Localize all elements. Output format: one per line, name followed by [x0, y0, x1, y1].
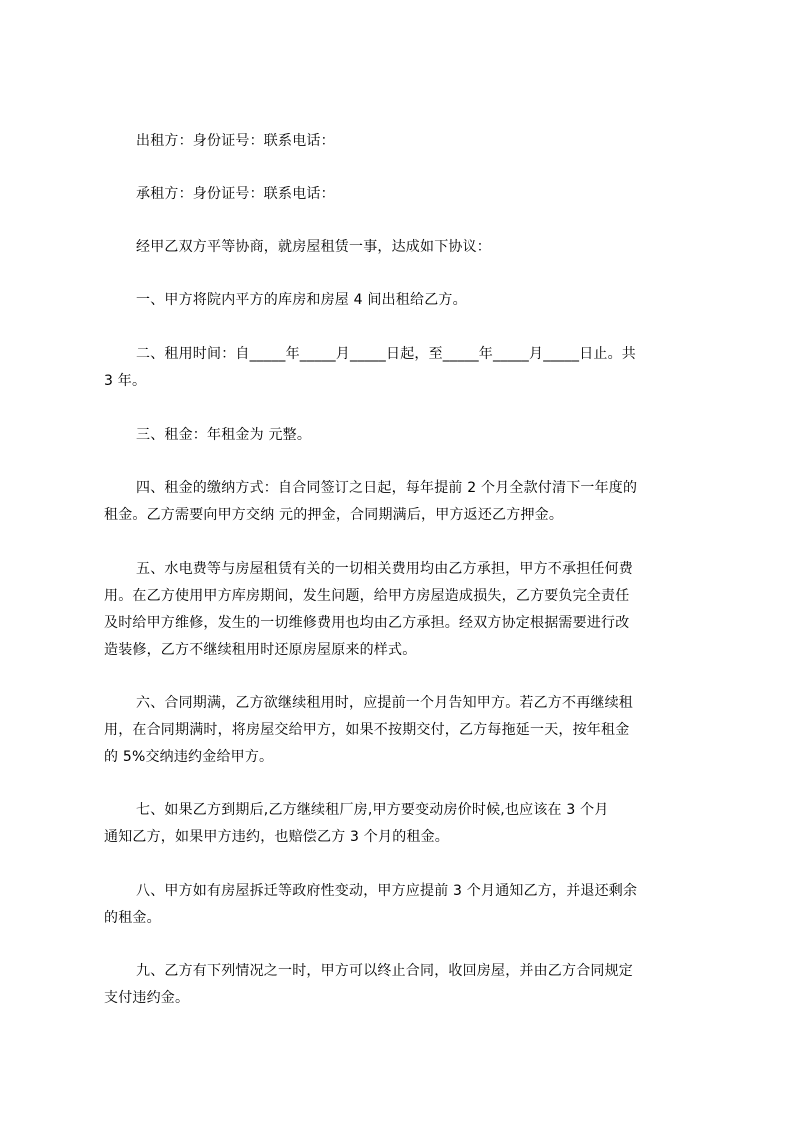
clause-8-line-1: 八、甲方如有房屋拆迁等政府性变动，甲方应提前 3 个月通知乙方，并退还剩余: [136, 883, 638, 899]
clause-5-line-2: 用。在乙方使用甲方库房期间，发生问题，给甲方房屋造成损失，乙方要负完全责任: [104, 588, 630, 604]
clause-5-line-4: 造装修，乙方不继续租用时还原房屋原来的样式。: [104, 642, 417, 658]
clause-4-line-1: 四、租金的缴纳方式：自合同签订之日起，每年提前 2 个月全款付清下一年度的: [136, 480, 638, 496]
clause-9-line-1: 九、乙方有下列情况之一时，甲方可以终止合同，收回房屋，并由乙方合同规定: [136, 963, 633, 979]
intro-line: 经甲乙双方平等协商，就房屋租赁一事，达成如下协议：: [136, 239, 491, 255]
clause-2-line-2: 3 年。: [104, 373, 147, 389]
clause-5-line-1: 五、水电费等与房屋租赁有关的一切相关费用均由乙方承担，甲方不承担任何费: [136, 561, 633, 577]
clause-6-line-3: 的 5%交纳违约金给甲方。: [104, 749, 274, 765]
clause-7-line-2: 通知乙方，如果甲方违约，也赔偿乙方 3 个月的租金。: [104, 829, 450, 845]
clause-5-line-3: 及时给甲方维修，发生的一切维修费用也均由乙方承担。经双方协定根据需要进行改: [104, 615, 630, 631]
clause-6-line-1: 六、合同期满，乙方欲继续租用时，应提前一个月告知甲方。若乙方不再继续租: [136, 695, 633, 711]
clause-7-line-1: 七、如果乙方到期后,乙方继续租厂房,甲方要变动房价时候,也应该在 3 个月: [136, 802, 609, 818]
clause-1: 一、甲方将院内平方的库房和房屋 4 间出租给乙方。: [136, 292, 467, 308]
clause-8-line-2: 的租金。: [104, 910, 161, 926]
clause-3: 三、租金：年租金为 元整。: [136, 427, 312, 443]
lessor-line: 出租方：身份证号：联系电话：: [136, 133, 335, 149]
lessee-line: 承租方：身份证号：联系电话：: [136, 186, 335, 202]
clause-9-line-2: 支付违约金。: [104, 990, 190, 1006]
clause-4-line-2: 租金。乙方需要向甲方交纳 元的押金，合同期满后，甲方返还乙方押金。: [104, 507, 564, 523]
clause-2-line-1: 二、租用时间：自_____年_____月_____日起，至_____年_____月_____日止。共: [136, 346, 636, 362]
clause-6-line-2: 用，在合同期满时，将房屋交给甲方，如果不按期交付，乙方每拖延一天，按年租金: [104, 722, 630, 738]
